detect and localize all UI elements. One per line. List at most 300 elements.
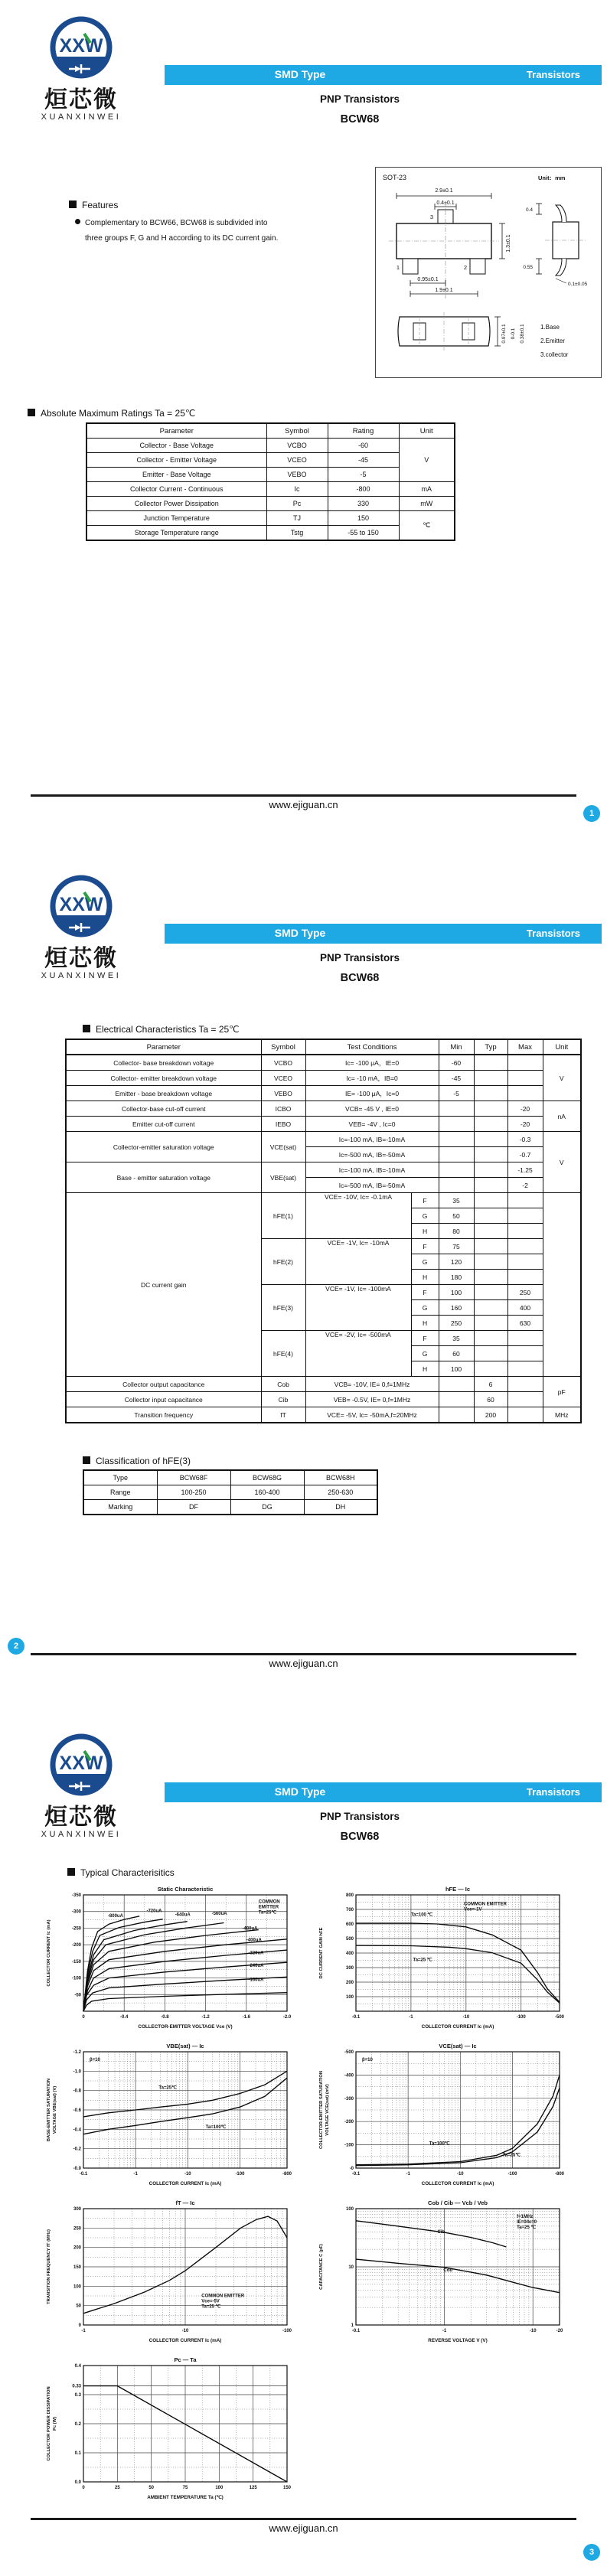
capacitance-chart	[312, 2198, 573, 2351]
chart-x-axis-label: COLLECTOR CURRENT Ic (mA)	[421, 2181, 494, 2186]
table-cell	[507, 1270, 543, 1285]
x-tick-label: -0.1	[79, 2172, 88, 2177]
y-tick-label: -0.6	[73, 2108, 81, 2113]
table-cell: ICBO	[261, 1101, 305, 1117]
chart-title: fT — Ic	[175, 2199, 195, 2206]
table-cell	[507, 1361, 543, 1377]
y-tick-label: -500	[344, 2050, 354, 2055]
table-cell	[439, 1132, 474, 1147]
y-tick-label: 100	[73, 2284, 81, 2290]
table-cell: MHz	[543, 1407, 581, 1423]
chart-note: EMITTER	[258, 1905, 279, 1910]
y-tick-label: 600	[345, 1922, 354, 1927]
pin-legend-collector: 3.collector	[540, 351, 569, 358]
x-tick-label: -10	[184, 2172, 191, 2177]
chart-note: -640uA	[175, 1912, 191, 1918]
chart-note: -240uA	[248, 1964, 264, 1969]
table-cell: Cib	[261, 1392, 305, 1407]
table-cell: Tstg	[266, 526, 328, 541]
table-cell: 6	[474, 1377, 507, 1392]
y-tick-label: -350	[71, 1893, 81, 1898]
chart-note: -160uA	[248, 1978, 264, 1983]
page-1	[0, 0, 607, 859]
brand-logo-icon	[46, 14, 116, 84]
part-number: BCW68	[340, 972, 380, 984]
chart-note: Ta=25 ℃	[517, 2225, 537, 2231]
table-cell	[507, 1224, 543, 1239]
table-cell: -1.25	[507, 1162, 543, 1178]
x-tick-label: -20	[556, 2329, 563, 2333]
table-cell	[474, 1224, 507, 1239]
table-cell: VCB= -10V, IE= 0,f=1MHz	[305, 1377, 439, 1392]
table-cell: -800	[328, 482, 399, 497]
square-bullet-icon	[83, 1025, 90, 1032]
footer-url[interactable]: www.ejiguan.cn	[269, 1658, 338, 1669]
table-cell: G	[411, 1346, 439, 1361]
chart-y-axis-label: TRANSITION FREQUENCY fT (MHz)	[47, 2229, 51, 2304]
y-tick-label: -50	[74, 1993, 81, 1998]
package-name: SOT-23	[383, 174, 407, 181]
table-cell: VCBO	[261, 1055, 305, 1071]
y-tick-label: 0	[78, 2323, 81, 2328]
hfe-vs-ic-chart	[312, 1884, 573, 2037]
table-cell: Emitter - base breakdown voltage	[66, 1086, 261, 1101]
table-cell	[474, 1316, 507, 1331]
table-cell: 100-250	[157, 1485, 230, 1500]
table-cell: 250	[507, 1285, 543, 1300]
table-cell: ℃	[399, 511, 455, 541]
table-cell	[474, 1346, 507, 1361]
table-cell: mA	[399, 482, 455, 497]
chart-capacitance	[312, 2198, 573, 2351]
table-cell	[507, 1086, 543, 1101]
table-cell: VBE(sat)	[261, 1162, 305, 1193]
doc-subtitle: PNP Transistors	[319, 952, 400, 964]
chart-vbe-sat	[40, 2041, 300, 2194]
table-cell: Ic=-500 mA, IB=-50mA	[305, 1147, 439, 1162]
table-cell	[507, 1392, 543, 1407]
table-cell: 330	[328, 497, 399, 511]
x-tick-label: -100	[235, 2172, 245, 2177]
logo-chinese-name: 烜芯微	[44, 946, 118, 971]
chart-title: Static Characteristic	[157, 1886, 214, 1893]
dim-span: 1.9±0.1	[435, 288, 453, 293]
y-tick-label: 100	[345, 2207, 354, 2212]
x-tick-label: -800	[554, 2172, 565, 2177]
table-cell: -5	[328, 468, 399, 482]
chart-x-axis-label: AMBIENT TEMPERATURE Ta (℃)	[147, 2495, 224, 2500]
table-cell: Ic=-100 mA, IB=-10mA	[305, 1132, 439, 1147]
y-tick-label: 100	[345, 1995, 354, 2000]
table-cell: -2	[507, 1178, 543, 1193]
table-cell: 180	[439, 1270, 474, 1285]
table-cell: 250	[439, 1316, 474, 1331]
table-cell: Collector-emitter saturation voltage	[66, 1132, 261, 1162]
chart-note: -720uA	[146, 1909, 162, 1914]
chart-note: COMMON EMITTER	[463, 1902, 507, 1907]
table-cell: 150	[328, 511, 399, 526]
table-cell: Transition frequency	[66, 1407, 261, 1423]
table-cell: Collector output capacitance	[66, 1377, 261, 1392]
table-cell: 35	[439, 1331, 474, 1346]
table-cell	[507, 1193, 543, 1208]
footer-url[interactable]: www.ejiguan.cn	[269, 2522, 338, 2534]
chart-note: Vce=-1V	[463, 1907, 482, 1912]
chart-title: VBE(sat) — Ic	[166, 2043, 204, 2049]
dim-lead-top: 0.4	[525, 207, 533, 213]
table-cell: 100	[439, 1361, 474, 1377]
x-tick-label: -800	[282, 2172, 292, 2177]
table-cell: BCW68H	[304, 1470, 377, 1485]
table-cell	[507, 1254, 543, 1270]
table-cell: F	[411, 1285, 439, 1300]
table-cell	[543, 1193, 581, 1377]
table-cell: Cob	[261, 1377, 305, 1392]
x-tick-label: -1	[442, 2329, 447, 2333]
chart-note: Ta=25℃	[502, 2153, 521, 2158]
table-cell	[439, 1162, 474, 1178]
y-tick-label: -0.0	[73, 2167, 81, 2171]
x-tick-label: -0.1	[351, 2172, 361, 2177]
table-cell: IEBO	[261, 1117, 305, 1132]
y-tick-label: 150	[73, 2265, 81, 2270]
brand-logo	[31, 1731, 132, 1840]
table-cell: VCE= -5V, Ic= -50mA,f=20MHz	[305, 1407, 439, 1423]
table-cell: Ic	[266, 482, 328, 497]
table-cell	[474, 1285, 507, 1300]
table-cell	[439, 1377, 474, 1392]
x-tick-label: -1.2	[201, 2015, 210, 2020]
table-header-cell: Symbol	[266, 423, 328, 439]
chart-note: Cib	[437, 2229, 445, 2235]
chart-series	[356, 1923, 560, 2002]
table-cell: Collector-base cut-off current	[66, 1101, 261, 1117]
x-tick-label: 75	[182, 2486, 188, 2490]
table-cell: H	[411, 1361, 439, 1377]
chart-x-axis-label: COLLECTOR-EMITTER VOLTAGE Vce (V)	[138, 2024, 233, 2030]
amr-heading: Absolute Maximum Ratings Ta = 25℃	[28, 408, 195, 419]
features-heading: Features	[69, 200, 118, 210]
table-cell: hFE(4)	[261, 1331, 305, 1377]
table-cell: VEB= -4V , Ic=0	[305, 1117, 439, 1132]
dim-thickness: 0.1±0.05	[568, 282, 588, 287]
x-tick-label: -0.1	[351, 2329, 361, 2333]
logo-chinese-name: 烜芯微	[44, 1805, 118, 1830]
table-cell	[474, 1331, 507, 1346]
x-tick-label: -0.1	[351, 2015, 361, 2020]
table-cell: Collector- base breakdown voltage	[66, 1055, 261, 1071]
y-tick-label: -0.8	[73, 2089, 81, 2094]
chart-note: Vce=-5V	[201, 2299, 220, 2304]
footer-url[interactable]: www.ejiguan.cn	[269, 799, 338, 810]
chart-x-axis-label: REVERSE VOLTAGE V (V)	[428, 2338, 488, 2343]
chart-y-axis-label: BASE-EMITTER SATURATION	[47, 2078, 51, 2142]
feature-line: Complementary to BCW66, BCW68 is subdivided into	[75, 219, 267, 227]
header-bar-right-label: Transistors	[526, 928, 580, 939]
chart-note: β=10	[89, 2058, 100, 2063]
doc-subtitle: PNP Transistors	[319, 1811, 400, 1822]
table-cell: G	[411, 1254, 439, 1270]
table-cell	[474, 1071, 507, 1086]
table-cell: -5	[439, 1086, 474, 1101]
y-tick-label: 400	[345, 1952, 354, 1956]
table-cell: 35	[439, 1193, 474, 1208]
table-cell: Base - emitter saturation voltage	[66, 1162, 261, 1193]
chart-y-axis-label: Pc (W)	[53, 2416, 57, 2431]
table-cell: G	[411, 1300, 439, 1316]
table-cell	[439, 1147, 474, 1162]
y-tick-label: -300	[344, 2096, 354, 2102]
table-cell: -45	[328, 453, 399, 468]
chart-note: IE=0/Ic=0	[517, 2220, 537, 2225]
pin3-number: 3	[429, 214, 433, 220]
y-tick-label: -200	[71, 1943, 81, 1948]
table-header-cell: Parameter	[86, 423, 266, 439]
table-cell: mW	[399, 497, 455, 511]
hfe-classification-table	[83, 1469, 378, 1515]
square-bullet-icon	[28, 409, 35, 416]
table-cell: VCB= -45 V , IE=0	[305, 1101, 439, 1117]
chart-y-axis-label: CAPACITANCE C (pF)	[319, 2244, 324, 2290]
y-tick-label: 200	[73, 2245, 81, 2251]
table-cell: Emitter - Base Voltage	[86, 468, 266, 482]
chart-series	[83, 1919, 163, 2011]
table-cell	[507, 1239, 543, 1254]
chart-title: Pc — Ta	[174, 2356, 197, 2363]
y-tick-label: 200	[345, 1981, 354, 1985]
page-2	[0, 859, 607, 1717]
header-bar-left-label: SMD Type	[274, 927, 326, 939]
y-tick-label: -100	[344, 2143, 354, 2148]
x-tick-label: 100	[215, 2486, 224, 2490]
absolute-maximum-ratings-table	[86, 422, 455, 541]
x-tick-label: -500	[554, 2015, 565, 2020]
x-tick-label: 125	[249, 2486, 257, 2490]
page-3	[0, 1717, 607, 2576]
chart-title: Cob / Cib — Vcb / Veb	[428, 2199, 488, 2206]
table-cell: VCBO	[266, 439, 328, 453]
table-cell	[507, 1055, 543, 1071]
chart-note: Cob	[443, 2268, 453, 2273]
header-bar-left-label: SMD Type	[274, 1785, 326, 1798]
table-cell	[474, 1254, 507, 1270]
x-tick-label: 0	[82, 2015, 85, 2020]
classification-heading: Classification of hFE(3)	[83, 1456, 191, 1466]
dim-body-width: 2.9±0.1	[435, 188, 453, 194]
table-cell	[507, 1407, 543, 1423]
part-number: BCW68	[340, 113, 380, 126]
chart-note: Ta=25℃	[258, 1910, 277, 1916]
x-tick-label: -0.4	[120, 2015, 129, 2020]
y-tick-label: 700	[345, 1908, 354, 1912]
static-characteristic-chart	[40, 1884, 300, 2037]
chart-static-characteristic	[40, 1884, 300, 2037]
table-cell: 250-630	[304, 1485, 377, 1500]
footer-divider	[31, 794, 576, 797]
table-cell	[507, 1208, 543, 1224]
table-cell	[474, 1361, 507, 1377]
dim-standoff: 0-0.1	[511, 328, 516, 340]
logo-chinese-name: 烜芯微	[44, 87, 118, 112]
table-cell: VEB= -0.5V, IE= 0,f=1MHz	[305, 1392, 439, 1407]
chart-note: f=1MHz	[517, 2215, 534, 2220]
table-header-cell: Min	[439, 1039, 474, 1055]
chart-note: Ta=25℃	[158, 2085, 177, 2091]
header-bar	[165, 924, 602, 944]
x-tick-label: -1.6	[242, 2015, 250, 2020]
chart-pc-vs-ta	[40, 2355, 300, 2508]
header-bar	[165, 65, 602, 85]
table-cell: Collector Power Dissipation	[86, 497, 266, 511]
table-cell: 50	[439, 1208, 474, 1224]
x-tick-label: -1	[409, 2015, 413, 2020]
y-tick-label: -200	[344, 2120, 354, 2125]
table-cell	[439, 1101, 474, 1117]
table-header-cell: Rating	[328, 423, 399, 439]
table-cell: VCEO	[261, 1071, 305, 1086]
logo-monogram: XXW	[59, 35, 103, 57]
table-cell: F	[411, 1331, 439, 1346]
x-tick-label: 25	[114, 2486, 120, 2490]
pin-legend-base: 1.Base	[540, 324, 560, 331]
brand-logo-icon	[46, 1731, 116, 1802]
table-cell: IE= -100 μA，Ic=0	[305, 1086, 439, 1101]
footer-divider	[31, 2518, 576, 2520]
y-tick-label: 0.4	[74, 2364, 81, 2369]
feature-line: three groups F, G and H according to its DC current gain.	[85, 234, 279, 243]
table-cell	[474, 1147, 507, 1162]
y-tick-label: 50	[76, 2304, 81, 2309]
y-tick-label: -100	[71, 1976, 81, 1981]
brand-logo-icon	[46, 872, 116, 943]
y-tick-label: -1.2	[73, 2050, 81, 2055]
table-cell: Collector - Emitter Voltage	[86, 453, 266, 468]
table-cell: V	[399, 439, 455, 482]
table-cell: DH	[304, 1500, 377, 1515]
table-cell: V	[543, 1055, 581, 1101]
chart-y-axis-label: COLLECTOR-EMITTER SATURATION	[319, 2070, 324, 2150]
table-cell: hFE(2)	[261, 1239, 305, 1285]
chart-note: Ta=100℃	[205, 2125, 227, 2131]
table-cell: Collector Current - Continuous	[86, 482, 266, 497]
y-tick-label: -0	[349, 2167, 354, 2171]
table-cell: 200	[474, 1407, 507, 1423]
page-number-badge: 1	[583, 805, 600, 822]
chart-x-axis-label: COLLECTOR CURRENT Ic (mA)	[148, 2338, 222, 2343]
table-cell: VEBO	[261, 1086, 305, 1101]
chart-title: hFE — Ic	[445, 1886, 471, 1893]
y-tick-label: 800	[345, 1893, 354, 1898]
table-cell	[474, 1132, 507, 1147]
page-number-badge: 3	[583, 2544, 600, 2561]
table-header-cell: Max	[507, 1039, 543, 1055]
package-outline-drawing	[375, 167, 602, 378]
table-cell	[474, 1239, 507, 1254]
dim-lead-length: 0.38±0.1	[520, 324, 525, 344]
chart-note: Ta=25 ℃	[201, 2304, 221, 2310]
table-cell: VCE= -10V, Ic= -0.1mA	[305, 1193, 411, 1239]
table-cell: pF	[543, 1377, 581, 1407]
table-header-cell: Typ	[474, 1039, 507, 1055]
table-cell	[507, 1071, 543, 1086]
x-tick-label: -10	[529, 2329, 537, 2333]
table-cell	[507, 1331, 543, 1346]
table-cell: 160	[439, 1300, 474, 1316]
table-cell: BCW68F	[157, 1470, 230, 1485]
y-tick-label: 250	[73, 2226, 81, 2232]
y-tick-label: 10	[348, 2265, 354, 2270]
x-tick-label: -10	[181, 2329, 189, 2333]
table-cell	[439, 1407, 474, 1423]
table-cell: hFE(1)	[261, 1193, 305, 1239]
y-tick-label: 0.33	[72, 2384, 81, 2389]
x-tick-label: 50	[148, 2486, 155, 2490]
chart-y-axis-label: DC CURRENT GAIN hFE	[319, 1927, 324, 1979]
footer-divider	[31, 1653, 576, 1655]
x-tick-label: -1	[81, 2329, 86, 2333]
y-tick-label: -400	[344, 2073, 354, 2079]
typical-characteristics-heading: Typical Characterisitics	[67, 1867, 175, 1878]
page-number-badge: 2	[8, 1638, 24, 1655]
dim-pin-width: 0.4±0.1	[436, 201, 455, 206]
table-cell: Marking	[83, 1500, 157, 1515]
dim-height: 0.97±0.1	[501, 324, 507, 344]
table-header-cell: Unit	[543, 1039, 581, 1055]
electrical-characteristics-table	[65, 1039, 582, 1423]
logo-english-name: XUANXINWEI	[41, 971, 122, 980]
table-cell: Junction Temperature	[86, 511, 266, 526]
table-cell: 160-400	[230, 1485, 304, 1500]
table-cell: DC current gain	[66, 1193, 261, 1377]
table-cell: 100	[439, 1285, 474, 1300]
dim-lead-bottom: 0.55	[523, 265, 533, 270]
table-cell: hFE(3)	[261, 1285, 305, 1331]
chart-vce-sat	[312, 2041, 573, 2194]
x-tick-label: -100	[507, 2172, 517, 2177]
table-header-cell: Test Conditions	[305, 1039, 439, 1055]
table-cell	[474, 1193, 507, 1208]
table-cell: V	[543, 1132, 581, 1193]
table-cell: -0.3	[507, 1132, 543, 1147]
table-cell: F	[411, 1239, 439, 1254]
table-cell: 400	[507, 1300, 543, 1316]
chart-note: -480uA	[242, 1926, 258, 1932]
chart-y-axis-label: VOLTAGE VBE(sat) (V)	[53, 2085, 57, 2134]
brand-logo	[31, 872, 132, 981]
x-tick-label: -10	[456, 2172, 464, 2177]
x-tick-label: 0	[82, 2486, 85, 2490]
y-tick-label: 0.0	[74, 2480, 81, 2485]
x-tick-label: -1	[406, 2172, 410, 2177]
chart-note: COMMON	[258, 1899, 280, 1905]
table-cell: Emitter cut-off current	[66, 1117, 261, 1132]
chart-x-axis-label: COLLECTOR CURRENT Ic (mA)	[148, 2181, 222, 2186]
x-tick-label: -100	[516, 2015, 526, 2020]
logo-monogram: XXW	[59, 894, 103, 915]
table-cell	[474, 1300, 507, 1316]
chart-note: Ta=25 ℃	[413, 1958, 432, 1963]
table-cell: -60	[439, 1055, 474, 1071]
chart-note: -800uA	[107, 1913, 123, 1919]
table-cell: -20	[507, 1101, 543, 1117]
chart-y-axis-label: COLLECTOR POWER DISSIPATION	[47, 2386, 51, 2461]
chart-note: COMMON EMITTER	[201, 2294, 245, 2299]
square-bullet-icon	[69, 201, 77, 208]
table-cell: Storage Temperature range	[86, 526, 266, 541]
x-tick-label: 150	[282, 2486, 292, 2490]
ec-heading: Electrical Characteristics Ta = 25℃	[83, 1024, 240, 1035]
table-cell	[474, 1086, 507, 1101]
